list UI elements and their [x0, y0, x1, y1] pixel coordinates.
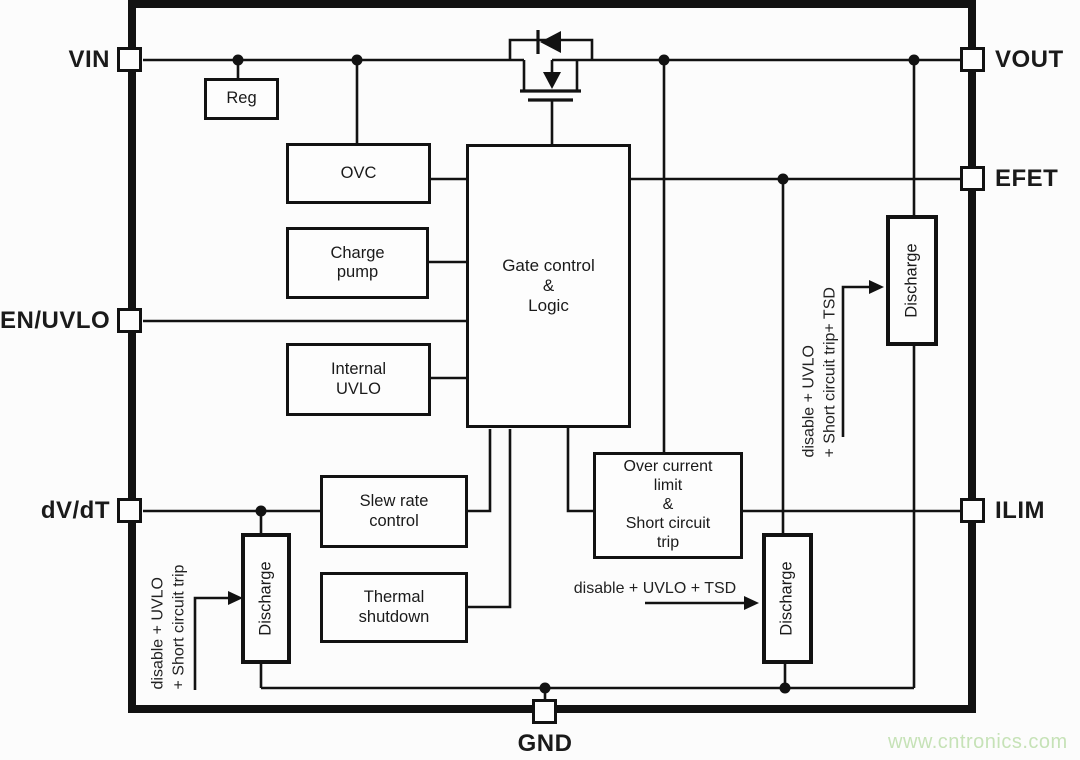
block-reg-label: Reg	[226, 89, 257, 108]
junction-dot	[778, 174, 789, 185]
pin-vin	[117, 47, 142, 72]
diode-triangle	[540, 31, 561, 53]
block-discharge-label: Discharge	[256, 561, 275, 636]
block-reg	[204, 78, 279, 120]
block-discharge-top-right	[886, 215, 938, 346]
block-thermal-shutdown	[320, 572, 468, 643]
block-internal-uvlo-label: Internal UVLO	[330, 360, 387, 398]
block-slew-rate-label: Slew rate control	[359, 492, 429, 530]
pin-label-en-uvlo: EN/UVLO	[0, 307, 111, 334]
right-discharge-note: disable + UVLO + Short circuit trip+ TSD	[800, 287, 839, 458]
block-charge-pump	[286, 227, 429, 299]
junction-dot	[659, 55, 670, 66]
block-internal-uvlo	[286, 343, 431, 416]
junction-dot	[780, 683, 791, 694]
pin-label-ilim: ILIM	[995, 497, 1045, 524]
block-ovc	[286, 143, 431, 204]
wire-thermal-gate	[464, 429, 510, 607]
block-slew-rate	[320, 475, 468, 548]
junction-dot	[233, 55, 244, 66]
pin-label-vout: VOUT	[995, 46, 1064, 73]
junction-dot	[540, 683, 551, 694]
block-over-current-label: Over current limit & Short circuit trip	[623, 458, 713, 551]
block-ovc-label: OVC	[340, 163, 377, 182]
pin-vout	[960, 47, 985, 72]
block-charge-pump-label: Charge pump	[330, 243, 385, 281]
block-discharge-bottom-right	[762, 533, 813, 664]
junction-dot	[352, 55, 363, 66]
bottom-discharge-note: disable + UVLO + TSD	[573, 580, 737, 597]
block-over-current	[593, 452, 743, 559]
block-thermal-shutdown-label: Thermal shutdown	[358, 588, 430, 626]
pin-gnd	[532, 699, 557, 724]
junction-dot	[909, 55, 920, 66]
junction-dot	[256, 506, 267, 517]
block-discharge-label: Discharge	[777, 561, 796, 636]
block-gate-control-label: Gate control & Logic	[502, 256, 595, 315]
pin-label-gnd: GND	[517, 730, 573, 757]
pin-ilim	[960, 498, 985, 523]
left-note-arrow-line	[195, 598, 230, 690]
pin-dvdt	[117, 498, 142, 523]
right-note-arrow-line	[843, 287, 871, 437]
block-discharge-bottom-left	[241, 533, 291, 664]
fet-body-arrowhead	[543, 72, 561, 89]
watermark-text: www.cntronics.com	[888, 731, 1068, 753]
block-discharge-label: Discharge	[902, 243, 921, 318]
block-gate-control	[466, 144, 631, 428]
right-note-arrowhead	[869, 280, 884, 294]
pin-label-vin: VIN	[68, 46, 110, 73]
pin-label-efet: EFET	[995, 165, 1059, 192]
left-discharge-note: disable + UVLO + Short circuit trip	[149, 564, 188, 690]
pin-en-uvlo	[117, 308, 142, 333]
pin-efet	[960, 166, 985, 191]
wire-gate-overcurrent	[568, 425, 595, 511]
pin-label-dvdt: dV/dT	[40, 497, 110, 524]
